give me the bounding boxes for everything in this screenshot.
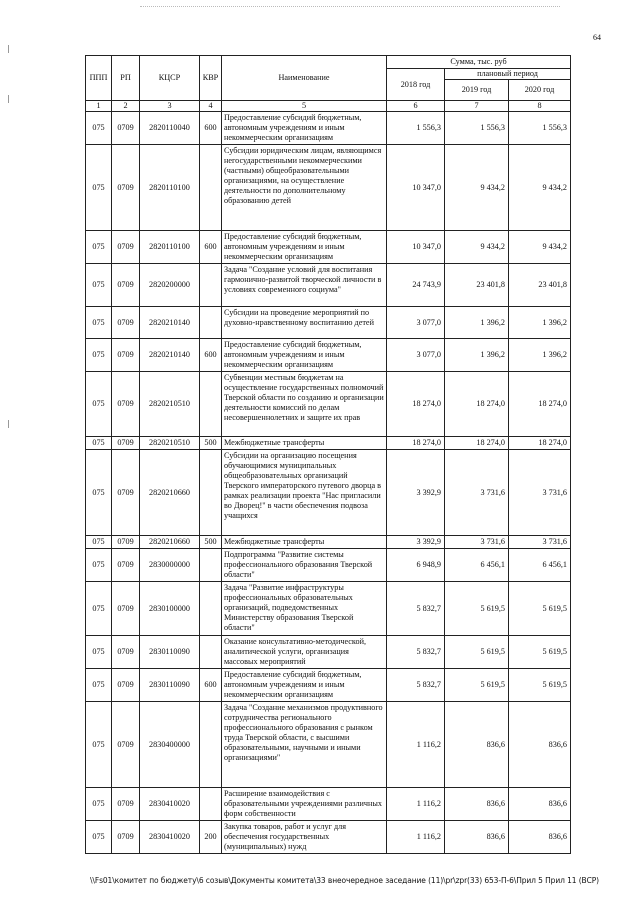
- cell-2020: 836,6: [509, 821, 571, 854]
- cell-2020: 3 731,6: [509, 536, 571, 549]
- cell-name: Предоставление субсидий бюджетным, автономным учреждениям и иным некоммерческим организациям: [222, 112, 387, 145]
- cell-2019: 1 396,2: [445, 307, 509, 339]
- col-2019: 2019 год: [445, 80, 509, 101]
- col-planned: плановый период: [445, 69, 571, 80]
- cell-2019: 1 556,3: [445, 112, 509, 145]
- cell-kcsr: 2830410020: [140, 788, 200, 821]
- cell-2020: 18 274,0: [509, 372, 571, 437]
- cell-ppp: 075: [86, 339, 112, 372]
- cell-2020: 1 396,2: [509, 339, 571, 372]
- cell-2018: 3 392,9: [387, 536, 445, 549]
- table-row: [86, 112, 571, 145]
- cell-kvr: 600: [200, 112, 222, 145]
- cell-kvr: 600: [200, 669, 222, 702]
- cell-kvr: [200, 702, 222, 788]
- cell-rp: 0709: [112, 450, 140, 536]
- table-row: [86, 231, 571, 264]
- cell-ppp: 075: [86, 536, 112, 549]
- cell-kcsr: 2820210510: [140, 437, 200, 450]
- column-number: 2: [112, 101, 140, 112]
- cell-name: Субсидии юридическим лицам, являющимся негосударственными некоммерческими (частными) общеобразовательными организациями, на осуществление деятельности по дополнительному образованию детей: [222, 145, 387, 231]
- cell-rp: 0709: [112, 669, 140, 702]
- cell-name: Расширение взаимодействия с образовательными учреждениями различных форм собственности: [222, 788, 387, 821]
- table-row: [86, 702, 571, 788]
- cell-rp: 0709: [112, 372, 140, 437]
- cell-2018: 1 556,3: [387, 112, 445, 145]
- cell-rp: 0709: [112, 536, 140, 549]
- cell-2020: 1 396,2: [509, 307, 571, 339]
- cell-2020: 9 434,2: [509, 231, 571, 264]
- cell-2020: 6 456,1: [509, 549, 571, 582]
- cell-kcsr: 2820210140: [140, 339, 200, 372]
- cell-rp: 0709: [112, 112, 140, 145]
- cell-2018: 3 077,0: [387, 307, 445, 339]
- cell-2019: 5 619,5: [445, 636, 509, 669]
- budget-table: [85, 55, 571, 854]
- cell-kcsr: 2820210660: [140, 450, 200, 536]
- cell-2019: 9 434,2: [445, 231, 509, 264]
- cell-2019: 18 274,0: [445, 437, 509, 450]
- cell-kcsr: 2820210660: [140, 536, 200, 549]
- column-number: 5: [222, 101, 387, 112]
- cell-kvr: [200, 264, 222, 307]
- cell-kcsr: 2820210140: [140, 307, 200, 339]
- cell-2018: 10 347,0: [387, 145, 445, 231]
- cell-rp: 0709: [112, 264, 140, 307]
- cell-2019: 836,6: [445, 702, 509, 788]
- cell-ppp: 075: [86, 582, 112, 636]
- column-number: 8: [509, 101, 571, 112]
- file-path-footer: \\Fs01\комитет по бюджету\6 созыв\Документы комитета\33 внеочередное заседание (11)\pr\zpr(33) 653-П-6\Прил 5 Прил 11 (ВСР): [90, 876, 599, 885]
- cell-kcsr: 2820110100: [140, 231, 200, 264]
- table-row: [86, 264, 571, 307]
- scan-mark: [8, 45, 9, 53]
- cell-ppp: 075: [86, 264, 112, 307]
- cell-kcsr: 2830100000: [140, 582, 200, 636]
- cell-2020: 5 619,5: [509, 636, 571, 669]
- cell-name: Субсидии на проведение мероприятий по духовно-нравственному воспитанию детей: [222, 307, 387, 339]
- page-number: 64: [593, 33, 601, 42]
- cell-2019: 5 619,5: [445, 669, 509, 702]
- table-row: [86, 437, 571, 450]
- column-number: 7: [445, 101, 509, 112]
- cell-2018: 18 274,0: [387, 372, 445, 437]
- cell-ppp: 075: [86, 372, 112, 437]
- column-number: 6: [387, 101, 445, 112]
- cell-2018: 24 743,9: [387, 264, 445, 307]
- cell-ppp: 075: [86, 702, 112, 788]
- cell-kvr: [200, 145, 222, 231]
- col-sum: Сумма, тыс. руб: [387, 56, 571, 69]
- cell-kcsr: 2830000000: [140, 549, 200, 582]
- col-kcsr: КЦСР: [140, 56, 200, 101]
- col-2020: 2020 год: [509, 80, 571, 101]
- table-row: [86, 582, 571, 636]
- scan-mark: [8, 420, 9, 428]
- cell-rp: 0709: [112, 307, 140, 339]
- budget-table-container: [85, 55, 570, 854]
- cell-rp: 0709: [112, 636, 140, 669]
- col-ppp: ППП: [86, 56, 112, 101]
- cell-name: Задача "Создание механизмов продуктивного сотрудничества регионального профессионального образования с рынком труда Тверской области, с высшими образовательными, научными и иными организациями": [222, 702, 387, 788]
- col-2018: 2018 год: [387, 69, 445, 101]
- cell-name: Задача "Развитие инфраструктуры профессиональных образовательных организаций, подведомственных Министерству образования Тверской области": [222, 582, 387, 636]
- table-row: [86, 549, 571, 582]
- cell-name: Оказание консультативно-методической, аналитической услуги, организация массовых мероприятий: [222, 636, 387, 669]
- cell-rp: 0709: [112, 339, 140, 372]
- cell-ppp: 075: [86, 307, 112, 339]
- cell-2020: 836,6: [509, 702, 571, 788]
- col-name: Наименование: [222, 56, 387, 101]
- cell-2018: 18 274,0: [387, 437, 445, 450]
- table-row: [86, 788, 571, 821]
- cell-name: Задача "Создание условий для воспитания гармонично-развитой творческой личности в условиях современного социума": [222, 264, 387, 307]
- cell-2019: 836,6: [445, 821, 509, 854]
- cell-rp: 0709: [112, 702, 140, 788]
- cell-2020: 836,6: [509, 788, 571, 821]
- cell-rp: 0709: [112, 582, 140, 636]
- cell-ppp: 075: [86, 437, 112, 450]
- cell-2018: 6 948,9: [387, 549, 445, 582]
- table-row: [86, 307, 571, 339]
- cell-kcsr: 2820110100: [140, 145, 200, 231]
- cell-name: Закупка товаров, работ и услуг для обеспечения государственных (муниципальных) нужд: [222, 821, 387, 854]
- cell-rp: 0709: [112, 821, 140, 854]
- column-number: 1: [86, 101, 112, 112]
- cell-kcsr: 2830110090: [140, 636, 200, 669]
- cell-2020: 9 434,2: [509, 145, 571, 231]
- cell-rp: 0709: [112, 231, 140, 264]
- cell-2020: 23 401,8: [509, 264, 571, 307]
- table-row: [86, 372, 571, 437]
- table-row: [86, 669, 571, 702]
- cell-kvr: [200, 307, 222, 339]
- cell-kvr: [200, 450, 222, 536]
- cell-name: Предоставление субсидий бюджетным, автономным учреждениям и иным некоммерческим организациям: [222, 231, 387, 264]
- cell-name: Субсидии на организацию посещения обучающимися муниципальных общеобразовательных организаций Тверского императорского путевого дворца в рамках реализации проекта "Нас пригласили во Дворец!" в части обеспечения подвоза учащихся: [222, 450, 387, 536]
- cell-kcsr: 2830400000: [140, 702, 200, 788]
- column-number: 3: [140, 101, 200, 112]
- cell-name: Межбюджетные трансферты: [222, 536, 387, 549]
- col-kvr: КВР: [200, 56, 222, 101]
- cell-2018: 3 077,0: [387, 339, 445, 372]
- cell-name: Подпрограмма "Развитие системы профессионального образования Тверской области": [222, 549, 387, 582]
- cell-kvr: 200: [200, 821, 222, 854]
- cell-name: Предоставление субсидий бюджетным, автономным учреждениям и иным некоммерческим организациям: [222, 339, 387, 372]
- cell-2018: 5 832,7: [387, 582, 445, 636]
- cell-kvr: 600: [200, 339, 222, 372]
- cell-kcsr: 2820110040: [140, 112, 200, 145]
- cell-ppp: 075: [86, 788, 112, 821]
- cell-kvr: 500: [200, 536, 222, 549]
- cell-kvr: [200, 372, 222, 437]
- cell-ppp: 075: [86, 549, 112, 582]
- cell-name: Субвенции местным бюджетам на осуществление государственных полномочий Тверской области по созданию и организации деятельности комиссий по делам несовершеннолетних и защите их прав: [222, 372, 387, 437]
- table-row: [86, 145, 571, 231]
- cell-2020: 5 619,5: [509, 669, 571, 702]
- column-number: 4: [200, 101, 222, 112]
- cell-2020: 3 731,6: [509, 450, 571, 536]
- table-header: [86, 56, 571, 112]
- cell-2019: 1 396,2: [445, 339, 509, 372]
- cell-2019: 3 731,6: [445, 450, 509, 536]
- cell-rp: 0709: [112, 549, 140, 582]
- table-row: [86, 339, 571, 372]
- cell-name: Предоставление субсидий бюджетным, автономным учреждениям и иным некоммерческим организациям: [222, 669, 387, 702]
- cell-2018: 1 116,2: [387, 788, 445, 821]
- cell-2020: 1 556,3: [509, 112, 571, 145]
- cell-2019: 18 274,0: [445, 372, 509, 437]
- cell-2019: 836,6: [445, 788, 509, 821]
- cell-ppp: 075: [86, 821, 112, 854]
- table-body: [86, 112, 571, 854]
- cell-ppp: 075: [86, 145, 112, 231]
- cell-2019: 9 434,2: [445, 145, 509, 231]
- cell-2019: 5 619,5: [445, 582, 509, 636]
- cell-kvr: [200, 582, 222, 636]
- cell-ppp: 075: [86, 231, 112, 264]
- cell-2019: 23 401,8: [445, 264, 509, 307]
- column-number-row: [86, 101, 571, 112]
- cell-name: Межбюджетные трансферты: [222, 437, 387, 450]
- table-row: [86, 636, 571, 669]
- table-row: [86, 821, 571, 854]
- cell-2020: 5 619,5: [509, 582, 571, 636]
- cell-rp: 0709: [112, 788, 140, 821]
- cell-kvr: 500: [200, 437, 222, 450]
- cell-2018: 1 116,2: [387, 702, 445, 788]
- cell-ppp: 075: [86, 112, 112, 145]
- cell-2019: 6 456,1: [445, 549, 509, 582]
- cell-kvr: [200, 788, 222, 821]
- cell-kcsr: 2830410020: [140, 821, 200, 854]
- table-row: [86, 536, 571, 549]
- cell-kvr: 600: [200, 231, 222, 264]
- cell-kvr: [200, 636, 222, 669]
- cell-ppp: 075: [86, 636, 112, 669]
- cell-2018: 5 832,7: [387, 669, 445, 702]
- cell-2020: 18 274,0: [509, 437, 571, 450]
- cell-2018: 3 392,9: [387, 450, 445, 536]
- cell-2018: 10 347,0: [387, 231, 445, 264]
- cell-rp: 0709: [112, 437, 140, 450]
- table-row: [86, 450, 571, 536]
- cell-kcsr: 2820200000: [140, 264, 200, 307]
- cell-kcsr: 2820210510: [140, 372, 200, 437]
- cell-ppp: 075: [86, 450, 112, 536]
- cell-2019: 3 731,6: [445, 536, 509, 549]
- scan-artifact: [140, 6, 560, 8]
- cell-2018: 1 116,2: [387, 821, 445, 854]
- cell-2018: 5 832,7: [387, 636, 445, 669]
- col-rp: РП: [112, 56, 140, 101]
- cell-kvr: [200, 549, 222, 582]
- cell-rp: 0709: [112, 145, 140, 231]
- cell-ppp: 075: [86, 669, 112, 702]
- scan-mark: [8, 95, 9, 103]
- cell-kcsr: 2830110090: [140, 669, 200, 702]
